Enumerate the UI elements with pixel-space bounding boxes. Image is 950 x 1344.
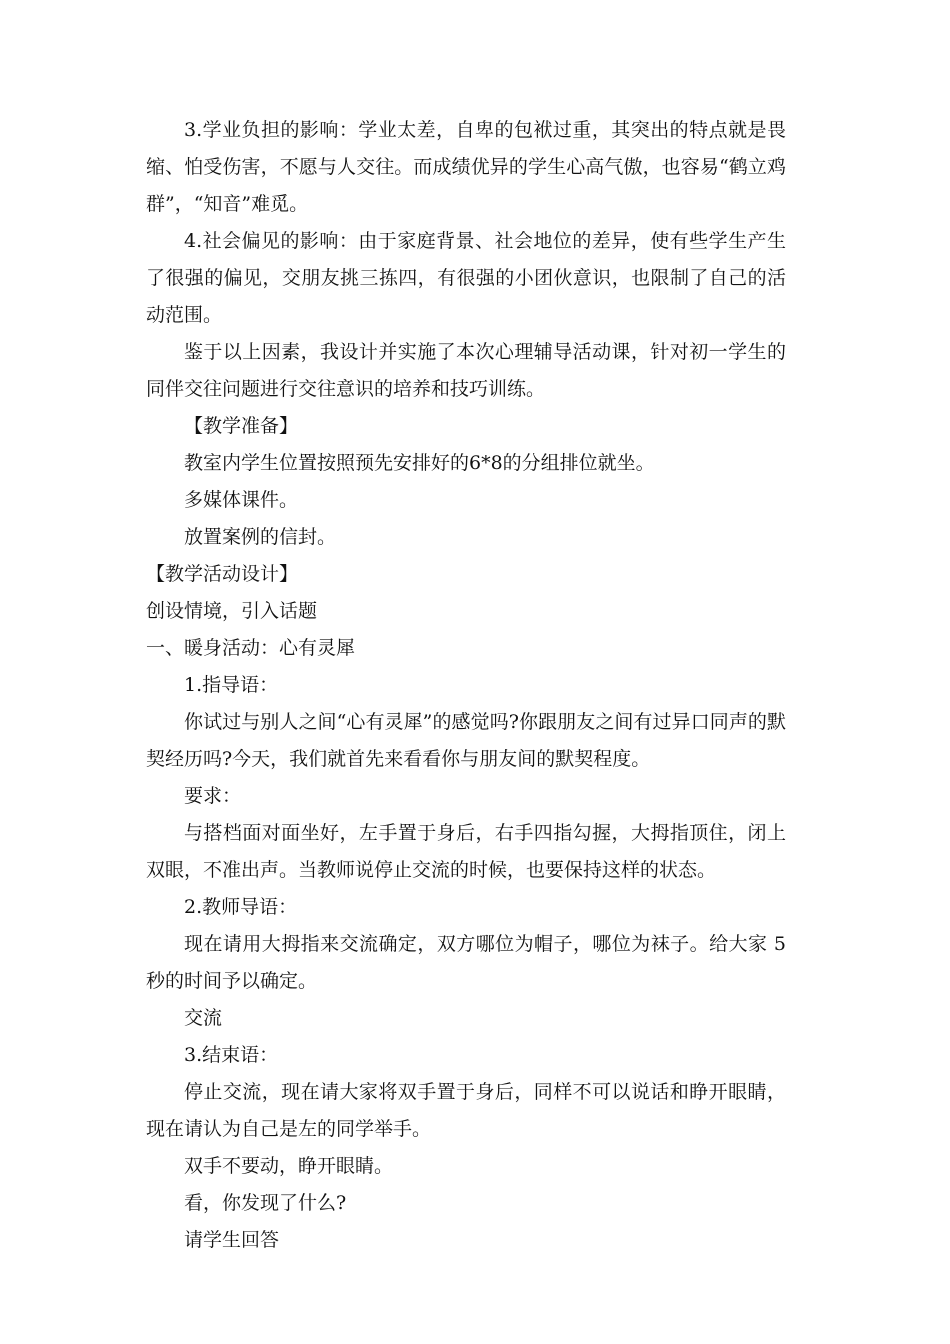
paragraph-student-answer: 请学生回答 xyxy=(184,1229,280,1251)
paragraph-exchange: 交流 xyxy=(184,1007,223,1029)
paragraph-social-bias: 4.社会偏见的影响：由于家庭背景、社会地位的差异，使有些学生产生了很强的偏见，交朋友挑三拣四，有很强的小团伙意识，也限制了自己的活动范围。 xyxy=(146,230,786,326)
paragraph-seating: 教室内学生位置按照预先安排好的6*8的分组排位就坐。 xyxy=(184,452,655,474)
paragraph-what-found: 看，你发现了什么? xyxy=(184,1192,347,1214)
paragraph-guidance: 你试过与别人之间“心有灵犀”的感觉吗?你跟朋友之间有过异口同声的默契经历吗?今天，我们就首先来看看你与朋友间的默契程度。 xyxy=(146,711,786,770)
paragraph-closing: 停止交流，现在请大家将双手置于身后，同样不可以说话和睁开眼睛，现在请认为自己是左的同学举手。 xyxy=(146,1081,786,1140)
item-guidance-label: 1.指导语： xyxy=(184,674,279,696)
paragraph-requirements: 与搭档面对面坐好，左手置于身后，右手四指勾握，大拇指顶住，闭上双眼，不准出声。当教师说停止交流的时候，也要保持这样的状态。 xyxy=(146,822,786,881)
subheading-create-situation: 创设情境，引入话题 xyxy=(146,600,318,622)
paragraph-teacher-intro: 现在请用大拇指来交流确定，双方哪位为帽子，哪位为袜子。给大家 5秒的时间予以确定。 xyxy=(146,933,786,992)
document-body xyxy=(146,112,786,1259)
paragraph-multimedia: 多媒体课件。 xyxy=(184,489,299,511)
item-closing-label: 3.结束语： xyxy=(184,1044,279,1066)
paragraph-open-eyes: 双手不要动，睁开眼睛。 xyxy=(184,1155,394,1177)
item-requirements-label: 要求： xyxy=(184,785,242,807)
paragraph-course-rationale: 鉴于以上因素，我设计并实施了本次心理辅导活动课，针对初一学生的同伴交往问题进行交往意识的培养和技巧训练。 xyxy=(146,341,786,400)
item-teacher-intro-label: 2.教师导语： xyxy=(184,896,298,918)
heading-activity-design: 【教学活动设计】 xyxy=(146,563,299,585)
heading-teaching-preparation: 【教学准备】 xyxy=(184,415,299,437)
paragraph-academic-burden: 3.学业负担的影响：学业太差，自卑的包袱过重，其突出的特点就是畏缩、怕受伤害，不愿与人交往。而成绩优异的学生心高气傲，也容易“鹤立鸡群”，“知音”难觅。 xyxy=(146,119,786,215)
paragraph-envelopes: 放置案例的信封。 xyxy=(184,526,337,548)
subheading-warmup: 一、暖身活动：心有灵犀 xyxy=(146,637,356,659)
